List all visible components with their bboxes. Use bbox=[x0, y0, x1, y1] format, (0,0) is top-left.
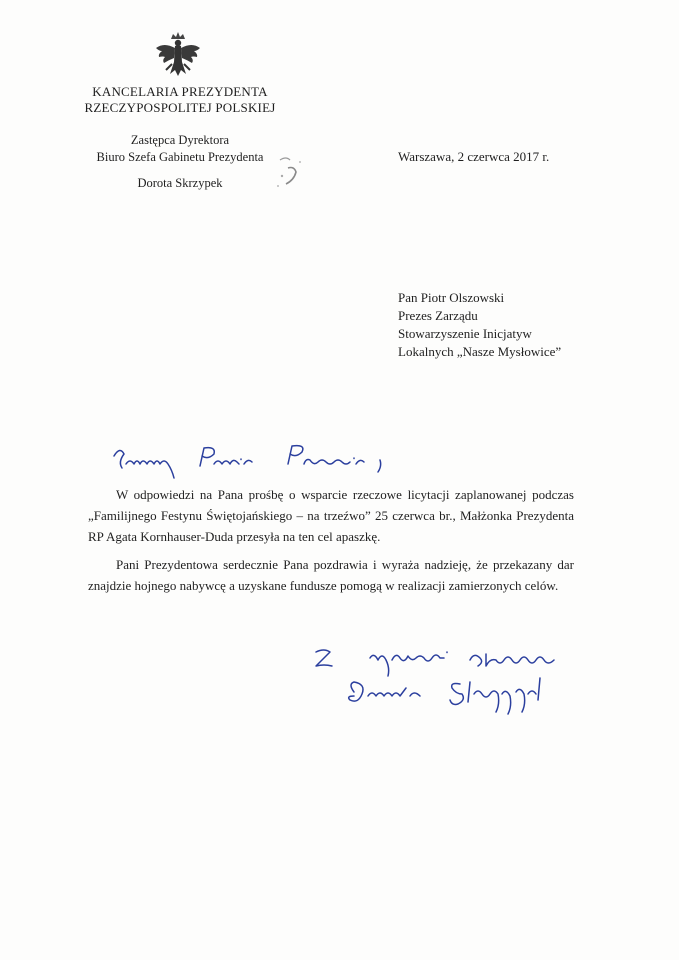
sender-block bbox=[60, 132, 300, 192]
white-eagle-emblem-icon bbox=[150, 30, 206, 86]
recipient-line-1: Pan Piotr Olszowski bbox=[398, 290, 505, 305]
recipient-line-3: Stowarzyszenie Inicjatyw bbox=[398, 326, 532, 341]
sender-office: Biuro Szefa Gabinetu Prezydenta bbox=[96, 150, 264, 164]
body-paragraph-1: W odpowiedzi na Pana prośbę o wsparcie rzeczowe licytacji zaplanowanej podczas „Familijnego Festynu Świętojańskiego – na trzeźwo” 25 czerwca br., Małżonka Prezydenta RP Agata Kornhauser-Duda przesyła na ten cel apaszkę. bbox=[88, 487, 574, 544]
sender-title: Zastępca Dyrektora bbox=[130, 133, 230, 147]
recipient-line-2: Prezes Zarządu bbox=[398, 308, 478, 323]
institution-line-2: RZECZYPOSPOLITEJ POLSKIEJ bbox=[84, 100, 276, 115]
recipient-address bbox=[398, 289, 561, 361]
handwritten-salutation bbox=[110, 440, 390, 480]
institution-header bbox=[60, 84, 300, 116]
institution-line-1: KANCELARIA PREZYDENTA bbox=[92, 84, 268, 99]
stamp-smudge-mark bbox=[272, 150, 308, 194]
body-paragraph-2: Pani Prezydentowa serdecznie Pana pozdrawia i wyraża nadzieję, że przekazany dar znajdzie hojnego nabywcę a uzyskane fundusze pomogą w realizacji zamierzonych celów. bbox=[88, 557, 574, 593]
recipient-line-4: Lokalnych „Nasze Mysłowice” bbox=[398, 344, 562, 359]
letter-date: Warszawa, 2 czerwca 2017 r. bbox=[398, 149, 550, 164]
sender-name: Dorota Skrzypek bbox=[137, 176, 223, 190]
letter-body bbox=[88, 484, 574, 603]
handwritten-closing-signature bbox=[310, 638, 580, 728]
